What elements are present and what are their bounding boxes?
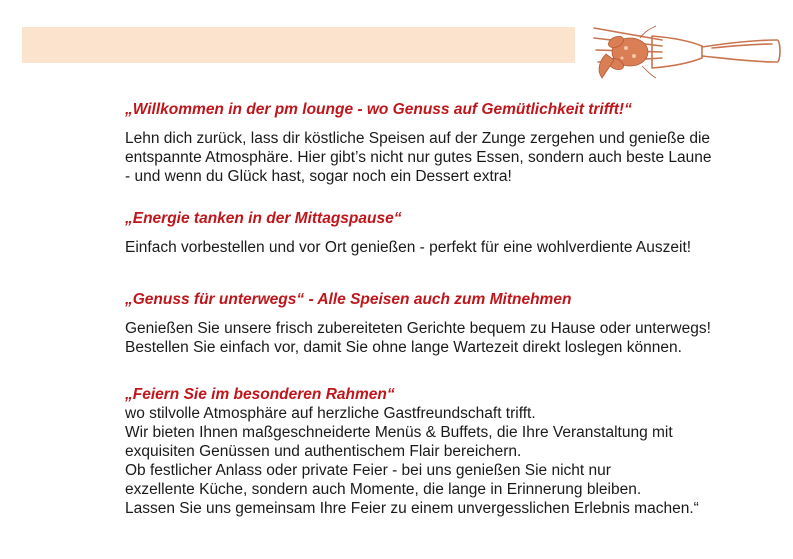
section-welcome [125, 100, 712, 186]
section-lunch [125, 209, 691, 257]
text-line: exquisiten Genüssen und authentischem Flair bereichern. [125, 443, 522, 460]
section-text [125, 238, 691, 257]
text-line: Einfach vorbestellen und vor Ort genießen - perfekt für eine wohlverdiente Auszeit! [125, 239, 692, 256]
section-text [125, 129, 712, 186]
text-line: Bestellen Sie einfach vor, damit Sie ohne lange Wartezeit direkt loslegen können. [125, 339, 682, 356]
section-heading: „Energie tanken in der Mittagspause“ [125, 210, 402, 227]
text-line: wo stilvolle Atmosphäre auf herzliche Gastfreundschaft trifft. [125, 405, 536, 422]
fork-with-lobster-logo-icon [592, 20, 782, 82]
text-line: Wir bieten Ihnen maßgeschneiderte Menüs & Buffets, die Ihre Veranstaltung mit [125, 424, 673, 441]
section-text [125, 404, 699, 518]
section-text [125, 319, 711, 357]
text-line: Lehn dich zurück, lass dir köstliche Speisen auf der Zunge zergehen und genieße die [125, 130, 711, 147]
text-line: exzellente Küche, sondern auch Momente, die lange in Erinnerung bleiben. [125, 481, 642, 498]
text-line: entspannte Atmosphäre. Hier gibt’s nicht nur gutes Essen, sondern auch beste Laune [125, 149, 712, 166]
section-heading: „Genuss für unterwegs“ - Alle Speisen auch zum Mitnehmen [125, 291, 572, 308]
text-line: Lassen Sie uns gemeinsam Ihre Feier zu einem unvergesslichen Erlebnis machen.“ [125, 500, 699, 517]
text-line: - und wenn du Glück hast, sogar noch ein Dessert extra! [125, 168, 512, 185]
section-events [125, 385, 699, 518]
section-heading: „Willkommen in der pm lounge - wo Genuss auf Gemütlichkeit trifft!“ [125, 101, 632, 118]
section-takeaway [125, 290, 711, 357]
header-bar [22, 27, 575, 63]
text-line: Ob festlicher Anlass oder private Feier - bei uns genießen Sie nicht nur [125, 462, 611, 479]
text-line: Genießen Sie unsere frisch zubereiteten Gerichte bequem zu Hause oder unterwegs! [125, 320, 711, 337]
section-heading: „Feiern Sie im besonderen Rahmen“ [125, 386, 395, 403]
